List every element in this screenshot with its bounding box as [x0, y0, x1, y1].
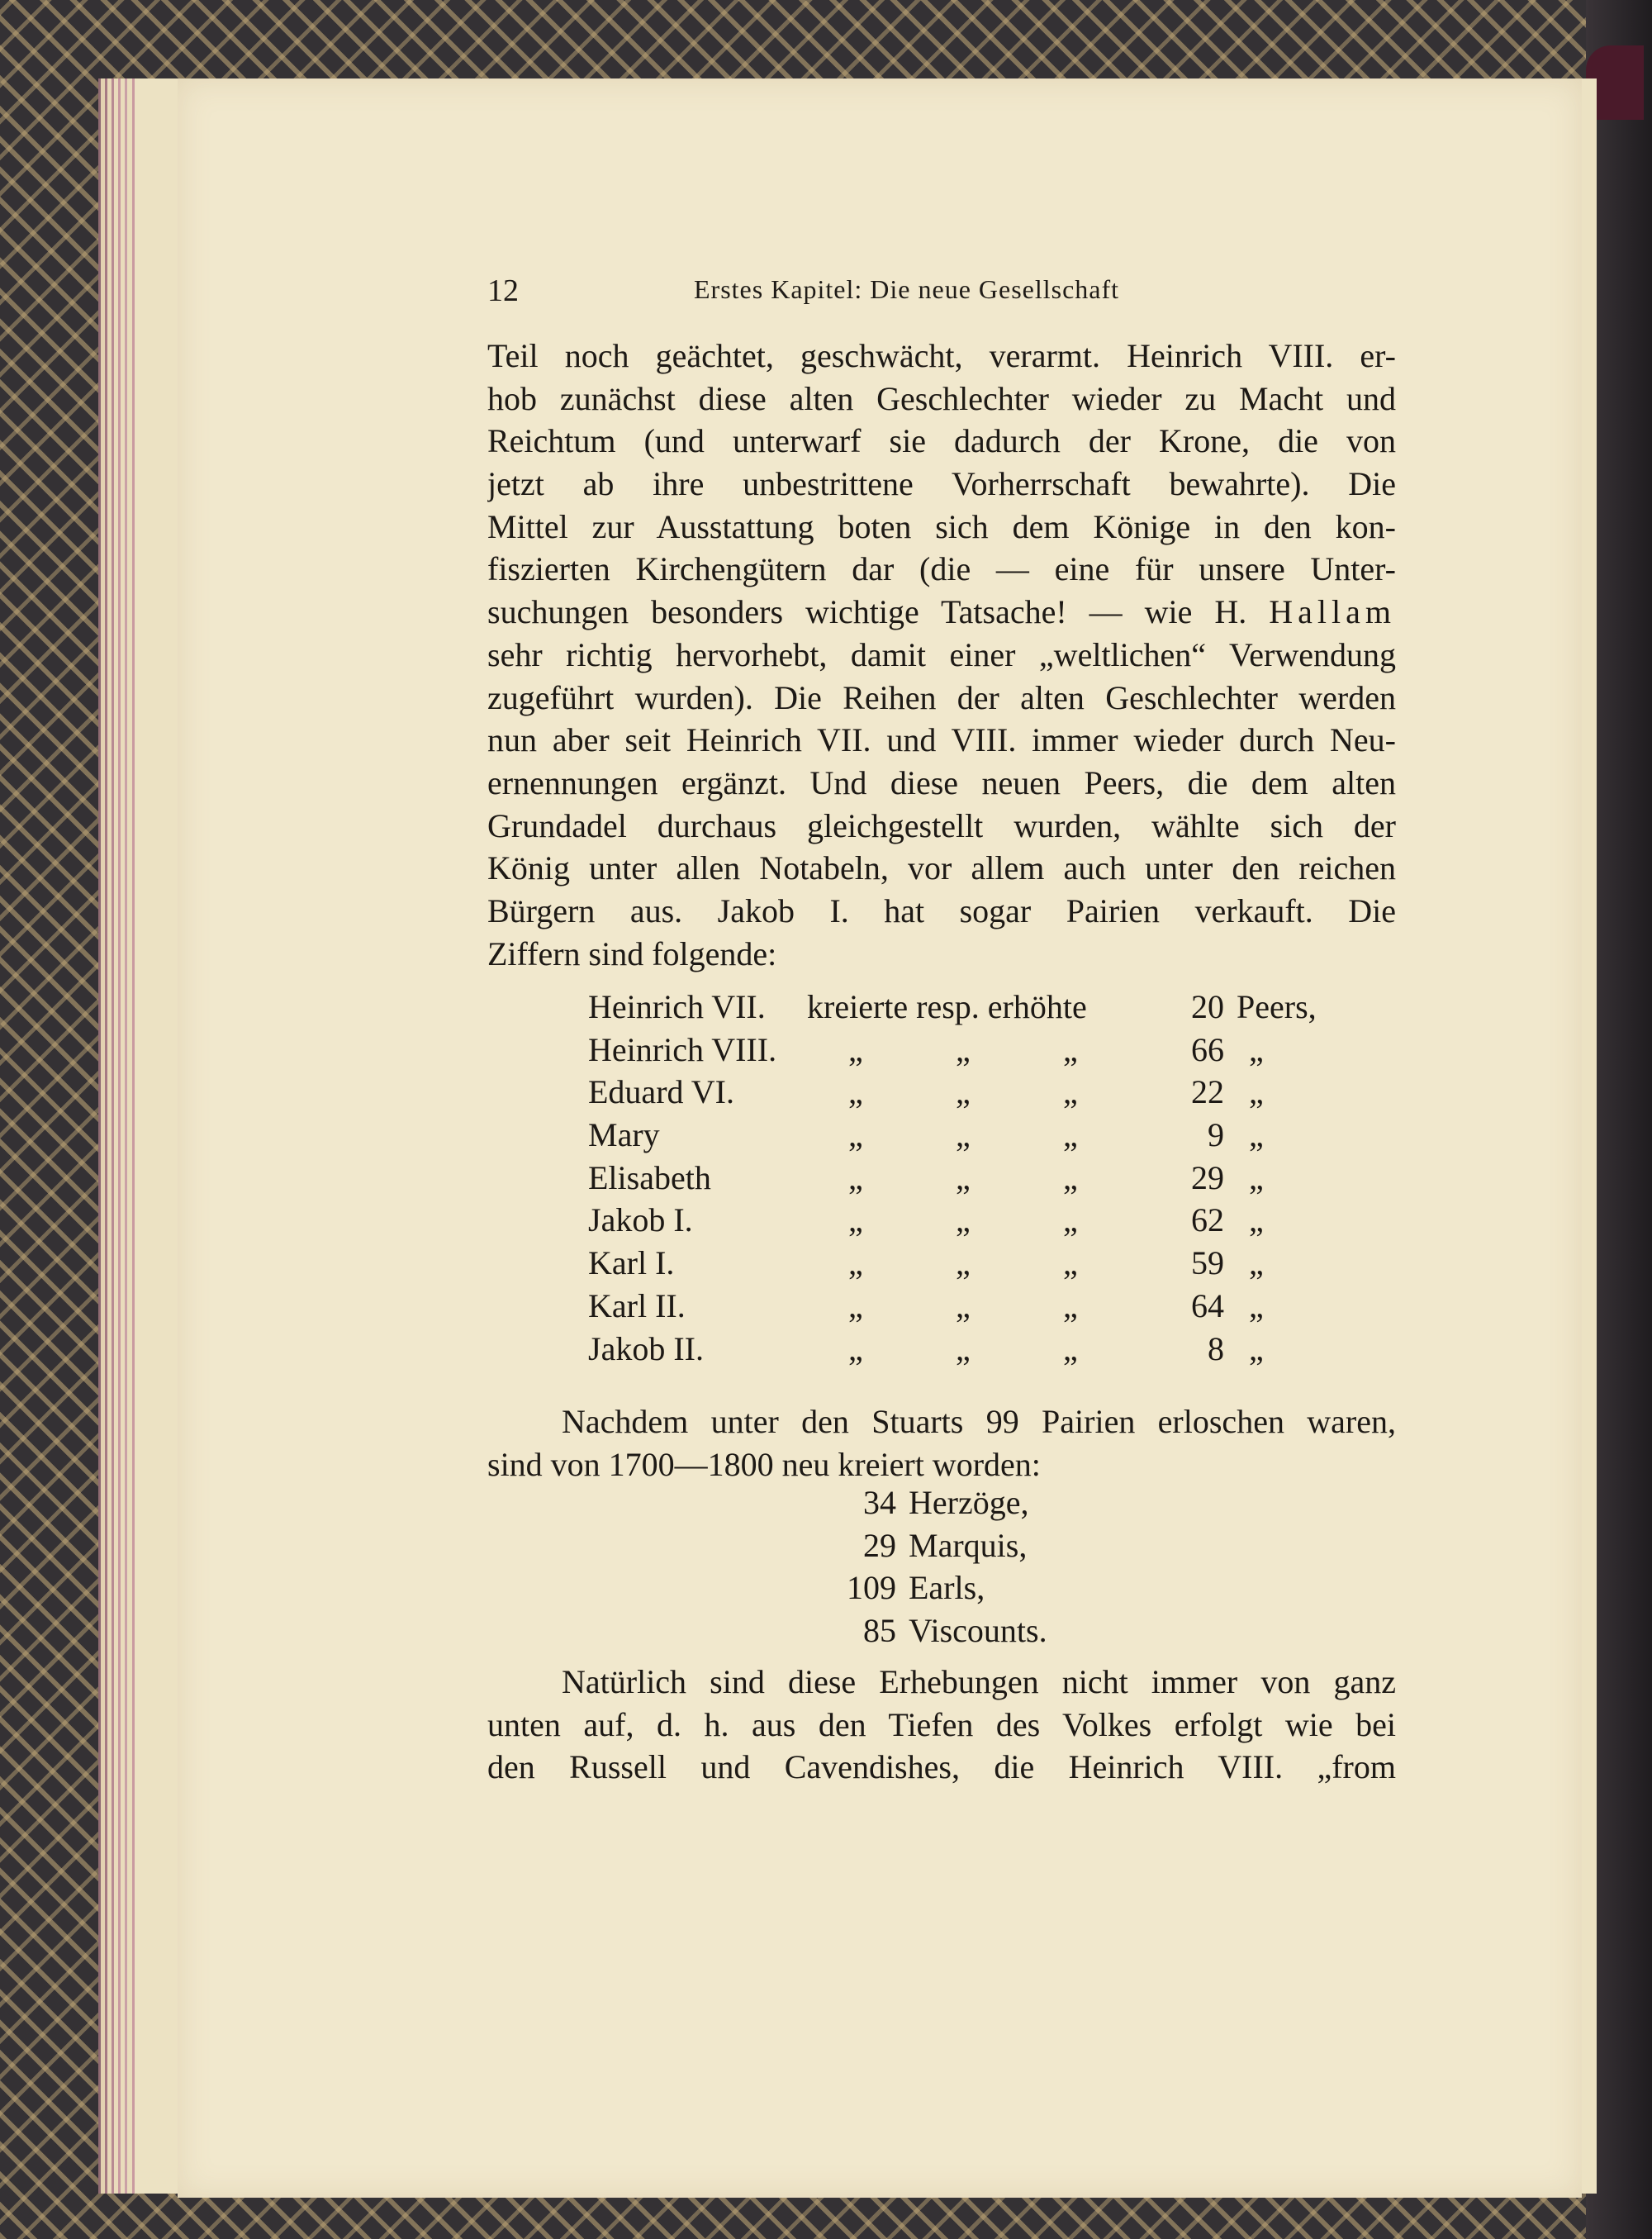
king-name: Elisabeth [588, 1158, 711, 1196]
table-row [588, 1115, 1332, 1158]
paragraph-1 [487, 335, 1396, 975]
text-line: Ziffern sind folgende: [487, 934, 777, 972]
peer-count: 62 [1191, 1201, 1224, 1239]
text-line: fiszierten Kirchengütern dar (die — eine für unsere Unter- [487, 550, 1396, 588]
text-line: Reichtum (und unterwarf sie dadurch der Krone, die von [487, 422, 1396, 460]
ditto-mark: „ [848, 1286, 863, 1324]
rank-count: 29 [863, 1526, 896, 1564]
ditto-mark: „ [1063, 1329, 1078, 1367]
table-row [588, 1286, 1332, 1329]
text-line: sehr richtig hervorhebt, damit einer „weltlichen“ Verwendung [487, 635, 1396, 673]
peer-count: 22 [1191, 1073, 1224, 1111]
list-item [826, 1611, 1156, 1654]
running-head: Erstes Kapitel: Die neue Gesellschaft [694, 274, 1120, 304]
ditto-mark: „ [1249, 1116, 1264, 1154]
rank-count: 85 [863, 1612, 896, 1650]
ditto-mark: „ [956, 1244, 971, 1282]
ditto-mark: „ [848, 1158, 863, 1196]
text-line: Bürgern aus. Jakob I. hat sogar Pairien verkauft. Die [487, 891, 1396, 929]
ditto-mark: „ [1249, 1201, 1264, 1239]
paragraph-3 [487, 1661, 1396, 1789]
rank-count: 34 [863, 1484, 896, 1521]
rank-title: Herzöge, [909, 1484, 1029, 1521]
peer-count: 8 [1208, 1329, 1224, 1367]
ditto-mark: „ [1249, 1329, 1264, 1367]
ditto-mark: „ [1249, 1158, 1264, 1196]
king-name: Eduard VI. [588, 1073, 734, 1111]
table-row [588, 1329, 1332, 1372]
ditto-mark: „ [1249, 1073, 1264, 1111]
ditto-mark: „ [1063, 1158, 1078, 1196]
rank-title: Marquis, [909, 1526, 1028, 1564]
ditto-mark: „ [956, 1116, 971, 1154]
name-hallam: Hallam [1269, 593, 1396, 631]
table-row [588, 1158, 1332, 1201]
ditto-mark: „ [848, 1201, 863, 1239]
paragraph-2 [487, 1400, 1396, 1486]
text-line: Natürlich sind diese Erhebungen nicht immer von ganz [562, 1663, 1396, 1700]
king-name: Heinrich VII. [588, 988, 766, 1025]
text-line: Grundadel durchaus gleichgestellt wurden, wählte sich der [487, 806, 1396, 844]
king-name: Heinrich VIII. [588, 1030, 777, 1068]
verb-phrase: kreierte resp. erhöhte [807, 988, 1087, 1025]
ditto-mark: „ [1249, 1286, 1264, 1324]
text-line: den Russell und Cavendishes, die Heinrich VIII. „from [487, 1748, 1396, 1786]
ditto-mark: „ [1063, 1030, 1078, 1068]
ditto-mark: „ [848, 1329, 863, 1367]
king-name: Karl I. [588, 1244, 675, 1282]
peer-count: 20 [1191, 988, 1224, 1025]
king-name: Mary [588, 1116, 660, 1154]
text-line: nun aber seit Heinrich VII. und VIII. immer wieder durch Neu- [487, 721, 1396, 759]
ditto-mark: „ [1249, 1030, 1264, 1068]
king-name: Jakob II. [588, 1329, 704, 1367]
ditto-mark: „ [956, 1329, 971, 1367]
table-row [588, 1072, 1332, 1115]
ditto-mark: „ [956, 1073, 971, 1111]
table-row [588, 1243, 1332, 1286]
ditto-mark: „ [956, 1286, 971, 1324]
list-item [826, 1568, 1156, 1611]
ditto-mark: „ [848, 1030, 863, 1068]
peer-count: 9 [1208, 1116, 1224, 1154]
text-line: unten auf, d. h. aus den Tiefen des Volkes erfolgt wie bei [487, 1705, 1396, 1743]
ditto-mark: „ [956, 1030, 971, 1068]
rank-title: Viscounts. [909, 1612, 1047, 1650]
ranks-list [826, 1483, 1156, 1654]
ditto-mark: „ [1063, 1073, 1078, 1111]
ditto-mark: „ [848, 1073, 863, 1111]
ditto-mark: „ [1063, 1244, 1078, 1282]
peer-count: 29 [1191, 1158, 1224, 1196]
unit-label: Peers, [1237, 988, 1317, 1025]
text-line: ernennungen ergänzt. Und diese neuen Peers, die dem alten [487, 763, 1396, 801]
text-segment: suchungen besonders wichtige Tatsache! — wie H. [487, 593, 1247, 631]
text-line-hallam [487, 591, 1396, 634]
text-line: jetzt ab ihre unbestrittene Vorherrschaft bewahrte). Die [487, 465, 1396, 503]
peer-count: 59 [1191, 1244, 1224, 1282]
text-line: hob zunächst diese alten Geschlechter wieder zu Macht und [487, 379, 1396, 417]
peer-count: 66 [1191, 1030, 1224, 1068]
peers-table [588, 987, 1332, 1371]
ditto-mark: „ [956, 1201, 971, 1239]
rank-count: 109 [847, 1569, 896, 1607]
ditto-mark: „ [1249, 1244, 1264, 1282]
king-name: Jakob I. [588, 1201, 693, 1239]
king-name: Karl II. [588, 1286, 686, 1324]
table-row [588, 1200, 1332, 1243]
rank-title: Earls, [909, 1569, 985, 1607]
table-row [588, 1030, 1332, 1073]
text-line: sind von 1700—1800 neu kreiert worden: [487, 1445, 1041, 1483]
list-item [826, 1526, 1156, 1569]
table-row [588, 987, 1332, 1030]
list-item [826, 1483, 1156, 1526]
text-line: Nachdem unter den Stuarts 99 Pairien erloschen waren, [562, 1403, 1396, 1440]
ditto-mark: „ [1063, 1286, 1078, 1324]
ditto-mark: „ [956, 1158, 971, 1196]
page-number: 12 [487, 273, 519, 308]
ditto-mark: „ [1063, 1201, 1078, 1239]
text-line: König unter allen Notabeln, vor allem auch unter den reichen [487, 849, 1396, 887]
ditto-mark: „ [848, 1244, 863, 1282]
text-line: Mittel zur Ausstattung boten sich dem Könige in den kon- [487, 507, 1396, 545]
ditto-mark: „ [848, 1116, 863, 1154]
peer-count: 64 [1191, 1286, 1224, 1324]
page-header [487, 273, 1396, 322]
text-line: zugeführt wurden). Die Reihen der alten Geschlechter werden [487, 678, 1396, 716]
ditto-mark: „ [1063, 1116, 1078, 1154]
text-line: Teil noch geächtet, geschwächt, verarmt. Heinrich VIII. er- [487, 337, 1396, 374]
